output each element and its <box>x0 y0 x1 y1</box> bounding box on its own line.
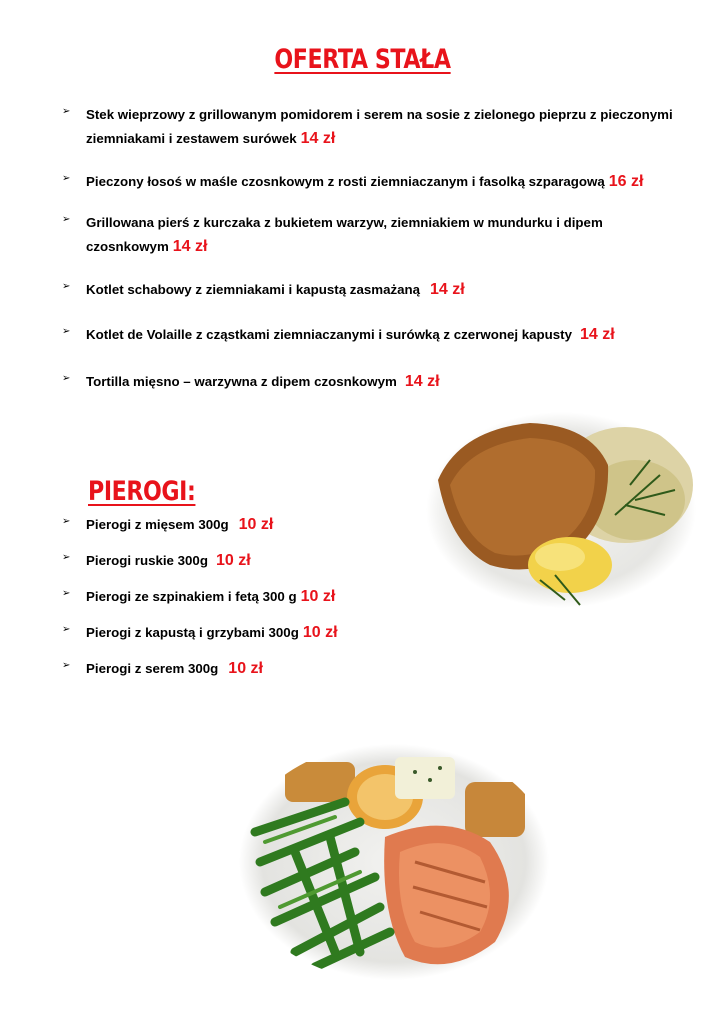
menu-item-price: 14 zł <box>404 373 440 390</box>
pierogi-item-price: 10 zł <box>238 516 274 533</box>
menu-item <box>62 211 692 259</box>
menu-item-price: 14 zł <box>172 238 208 255</box>
pierogi-item <box>62 585 692 609</box>
pierogi-item <box>62 657 692 681</box>
pierogi-item-price: 10 zł <box>300 588 336 605</box>
menu-item-name: Tortilla mięsno – warzywna z dipem czosnkowym <box>86 374 397 389</box>
menu-item <box>62 323 692 347</box>
arrowhead-bullet-icon: ➢ <box>62 516 71 527</box>
salmon-dish-photo <box>235 742 553 982</box>
arrowhead-bullet-icon: ➢ <box>62 552 71 563</box>
menu-item <box>62 103 692 151</box>
schnitzel-dish-photo <box>420 405 702 615</box>
pierogi-item-name: Pierogi ze szpinakiem i fetą 300 g <box>86 589 297 604</box>
pierogi-item-price: 10 zł <box>302 624 338 641</box>
pierogi-item-name: Pierogi z serem 300g <box>86 661 219 676</box>
arrowhead-bullet-icon: ➢ <box>62 660 71 671</box>
menu-item <box>62 278 692 302</box>
menu-item-price: 14 zł <box>300 130 336 147</box>
menu-item-name: Kotlet schabowy z ziemniakami i kapustą zasmażaną <box>86 282 421 297</box>
arrowhead-bullet-icon: ➢ <box>62 588 71 599</box>
pierogi-item-price: 10 zł <box>228 660 263 677</box>
pierogi-item-name: Pierogi z kapustą i grzybami 300g <box>86 625 299 640</box>
menu-item-name: Stek wieprzowy z grillowanym pomidorem i serem na sosie z zielonego pieprzu z pieczonymi ziemniakami i zestawem surówek <box>86 107 673 146</box>
pierogi-item <box>62 621 692 645</box>
pierogi-item-name: Pierogi ruskie 300g <box>86 553 208 568</box>
menu-item <box>62 170 692 194</box>
menu-item-price: 16 zł <box>608 173 644 190</box>
pierogi-item-name: Pierogi z mięsem 300g <box>86 517 229 532</box>
arrowhead-bullet-icon: ➢ <box>62 214 71 225</box>
pierogi-item-price: 10 zł <box>215 552 251 569</box>
arrowhead-bullet-icon: ➢ <box>62 326 71 337</box>
arrowhead-bullet-icon: ➢ <box>62 106 71 117</box>
menu-item-price: 14 zł <box>580 326 615 343</box>
section-title-pierogi: PIEROGI: <box>88 476 196 507</box>
arrowhead-bullet-icon: ➢ <box>62 281 71 292</box>
arrowhead-bullet-icon: ➢ <box>62 373 71 384</box>
menu-item-name: Kotlet de Volaille z cząstkami ziemniaczanymi i surówką z czerwonej kapusty <box>86 327 572 342</box>
pierogi-item <box>62 513 692 537</box>
menu-item-name: Pieczony łosoś w maśle czosnkowym z rosti ziemniaczanym i fasolką szparagową <box>86 174 605 189</box>
menu-item <box>62 370 692 394</box>
page-title: OFERTA STAŁA <box>274 44 451 75</box>
menu-item-price: 14 zł <box>430 281 465 298</box>
pierogi-item <box>62 549 692 573</box>
menu-item-name: Grillowana pierś z kurczaka z bukietem warzyw, ziemniakiem w mundurku i dipem czosnkowym <box>86 215 603 254</box>
arrowhead-bullet-icon: ➢ <box>62 624 71 635</box>
arrowhead-bullet-icon: ➢ <box>62 173 71 184</box>
